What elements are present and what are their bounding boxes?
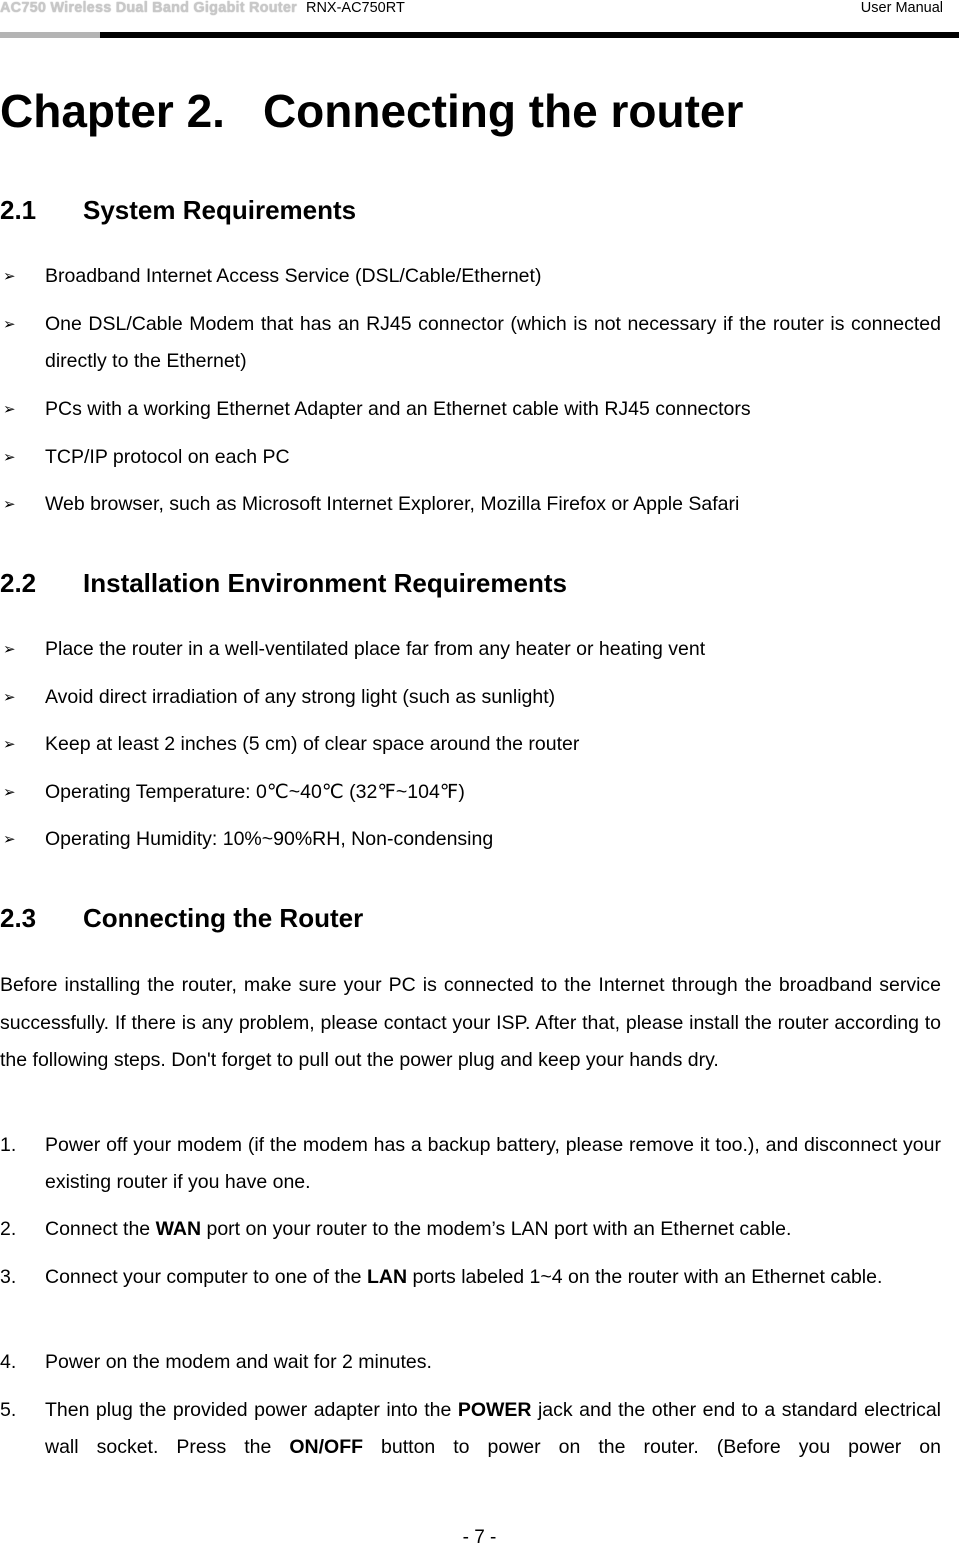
page-header [0, 0, 959, 40]
power-jack-label: POWER [457, 1399, 532, 1421]
arrowhead-bullet-icon: ➢ [3, 784, 16, 801]
arrowhead-bullet-icon: ➢ [3, 831, 16, 848]
step-item [0, 1344, 941, 1381]
step-text: Connect your computer to one of the LAN ports labeled 1~4 on the router with an Ethernet cable. [45, 1266, 883, 1288]
section-title: Installation Environment Requirements [83, 568, 567, 598]
step-number: 2. [0, 1218, 17, 1240]
header-doc-type: User Manual [860, 0, 943, 16]
section-title: Connecting the Router [83, 903, 364, 933]
step-text: Power on the modem and wait for 2 minutes. [45, 1351, 432, 1373]
section-heading-2-3 [0, 903, 363, 933]
port-label-lan: LAN [366, 1266, 408, 1288]
list-item: ➢ PCs with a working Ethernet Adapter and an Ethernet cable with RJ45 connectors [0, 391, 941, 428]
on-off-button-label: ON/OFF [289, 1436, 364, 1458]
list-item: ➢ Avoid direct irradiation of any strong light (such as sunlight) [0, 679, 941, 716]
chapter-number: Chapter 2. [0, 85, 225, 137]
section-number: 2.2 [0, 568, 37, 598]
section-number: 2.1 [0, 195, 37, 225]
arrowhead-bullet-icon: ➢ [3, 689, 16, 706]
step-text: Then plug the provided power adapter into the POWER jack and the other end to a standard electrical wall socket. Press the ON/OFF button to power on the router. (Before you power on [45, 1399, 942, 1458]
page-number: - 7 - [462, 1527, 497, 1548]
step-item [0, 1127, 941, 1201]
header-model: RNX-AC750RT [305, 0, 405, 16]
section-heading-2-1 [0, 195, 356, 225]
list-item: ➢ Broadband Internet Access Service (DSL/Cable/Ethernet) [0, 258, 941, 295]
arrowhead-bullet-icon: ➢ [3, 641, 16, 658]
header-left [0, 0, 405, 16]
header-product-name: AC750 Wireless Dual Band Gigabit Router [0, 0, 297, 16]
step-number: 4. [0, 1351, 17, 1373]
port-label-wan: WAN [155, 1218, 202, 1240]
section-title: System Requirements [83, 195, 357, 225]
header-rule [100, 32, 959, 38]
list-item: ➢ Web browser, such as Microsoft Internet Explorer, Mozilla Firefox or Apple Safari [0, 486, 941, 523]
chapter-title [0, 84, 743, 138]
header-rule-accent [0, 32, 100, 38]
list-item: ➢ Keep at least 2 inches (5 cm) of clear space around the router [0, 726, 941, 763]
chapter-name: Connecting the router [262, 85, 744, 137]
arrowhead-bullet-icon: ➢ [3, 736, 16, 753]
section-number: 2.3 [0, 903, 37, 933]
step-item [0, 1392, 941, 1466]
list-item: ➢ One DSL/Cable Modem that has an RJ45 connector (which is not necessary if the router is connected directly to the Ethernet) [0, 306, 941, 380]
list-item: ➢ TCP/IP protocol on each PC [0, 439, 941, 476]
step-number: 1. [0, 1134, 17, 1156]
list-item: ➢ Place the router in a well-ventilated place far from any heater or heating vent [0, 631, 941, 668]
step-number: 5. [0, 1399, 17, 1421]
step-text: Connect the WAN port on your router to the modem’s LAN port with an Ethernet cable. [45, 1218, 792, 1240]
step-number: 3. [0, 1266, 17, 1288]
arrowhead-bullet-icon: ➢ [3, 496, 16, 513]
section-heading-2-2 [0, 568, 567, 598]
step-text: Power off your modem (if the modem has a backup battery, please remove it too.), and disconnect your existing router if you have one. [45, 1134, 941, 1193]
step-item [0, 1211, 941, 1248]
arrowhead-bullet-icon: ➢ [3, 401, 16, 418]
arrowhead-bullet-icon: ➢ [3, 268, 16, 285]
intro-paragraph: Before installing the router, make sure your PC is connected to the Internet through the broadband service successfully. If there is any problem, please contact your ISP. After that, please install the router according to the following steps. Don't forget to pull out the power plug and keep your hands dry. [0, 974, 941, 1071]
list-item: ➢ Operating Humidity: 10%~90%RH, Non-condensing [0, 821, 941, 858]
arrowhead-bullet-icon: ➢ [3, 316, 16, 333]
arrowhead-bullet-icon: ➢ [3, 449, 16, 466]
list-item: ➢ Operating Temperature: 0℃~40℃ (32℉~104℉) [0, 774, 941, 811]
step-item [0, 1259, 941, 1296]
